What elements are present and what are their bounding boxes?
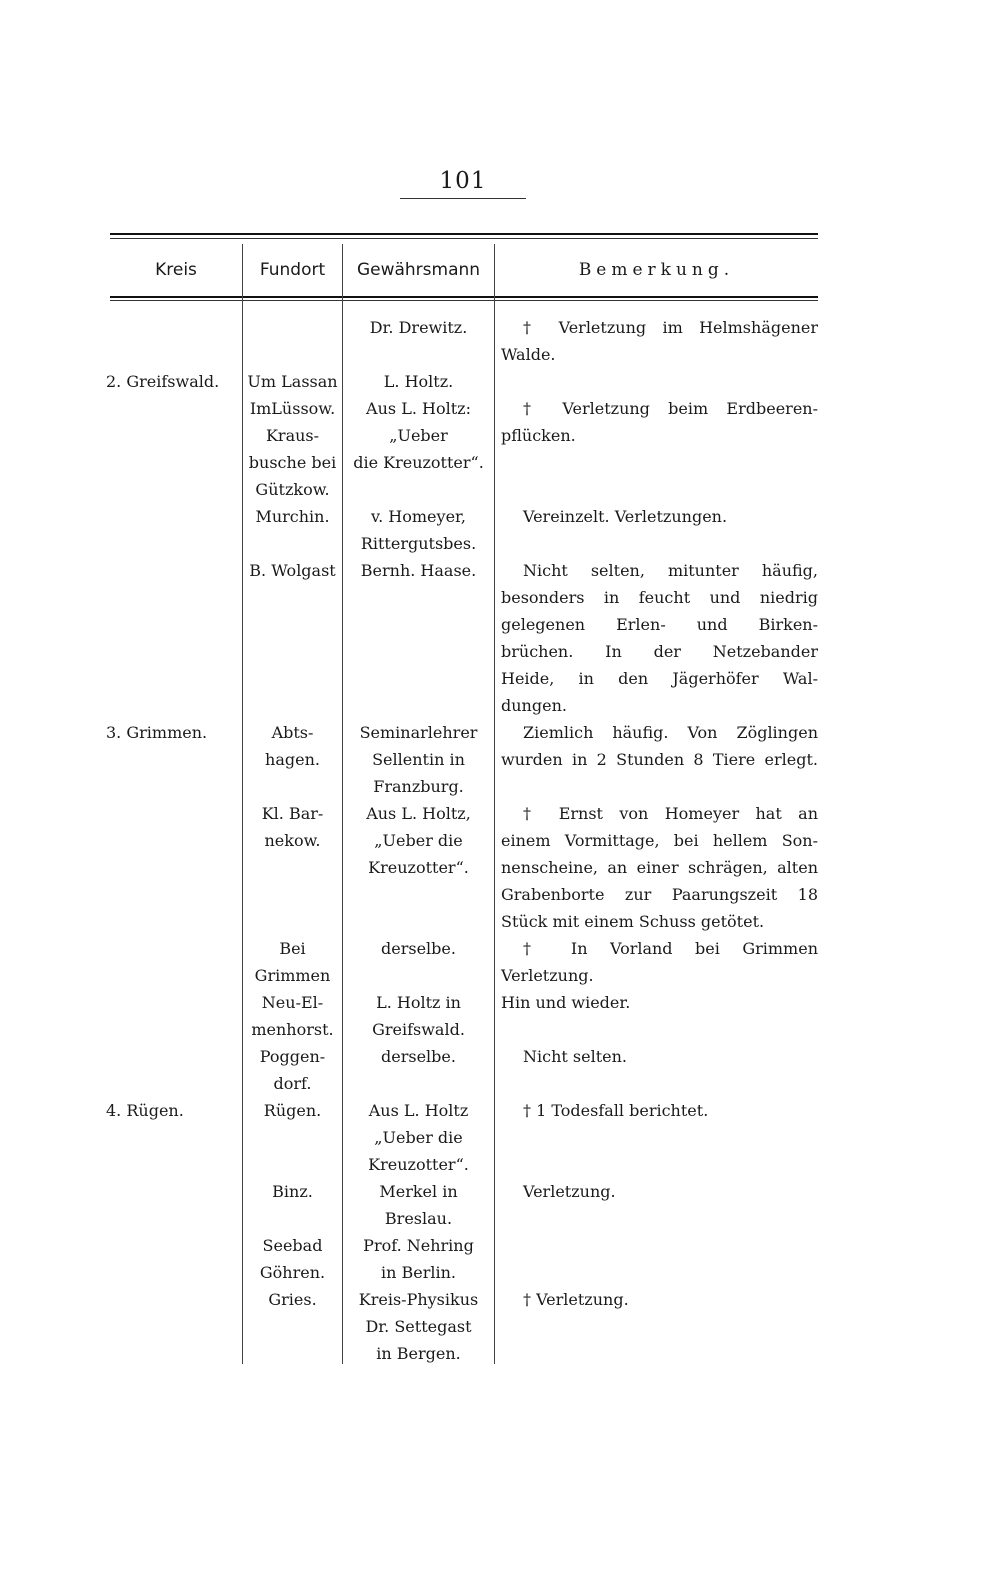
cell-fundort: Um Lassan <box>247 372 338 391</box>
cell-bemerkung: dungen. <box>501 696 567 715</box>
table-row <box>0 962 1000 989</box>
cell-bemerkung: wurden in 2 Stunden 8 Tiere erlegt. <box>501 750 818 769</box>
cell-gewahrsmann: L. Holtz in <box>376 993 461 1012</box>
cell-fundort <box>242 1151 343 1178</box>
cell-gewahrsmann: „Ueber <box>389 426 448 445</box>
cell-gewahrsmann <box>343 341 494 368</box>
cell-kreis: 2. Greifswald. <box>106 372 220 391</box>
cell-bemerkung: Nicht selten. <box>523 1047 627 1066</box>
cell-kreis <box>106 449 242 476</box>
cell-gewahrsmann <box>343 692 494 719</box>
table-row <box>0 1151 1000 1178</box>
cell-bemerkung: nenscheine, an einer schrägen, alten <box>501 858 818 877</box>
cell-bemerkung <box>501 449 818 476</box>
cell-bemerkung <box>501 1016 818 1043</box>
table-row <box>0 449 1000 476</box>
table-row <box>0 773 1000 800</box>
cell-bemerkung: Verletzung. <box>501 966 594 985</box>
cell-fundort <box>242 908 343 935</box>
cell-fundort: Seebad <box>262 1236 323 1255</box>
cell-gewahrsmann: Greifswald. <box>372 1020 465 1039</box>
table-row <box>0 827 1000 854</box>
table-top-rule-thin <box>110 238 818 239</box>
cell-gewahrsmann: „Ueber die <box>374 831 463 850</box>
cell-fundort: Abts- <box>271 723 314 742</box>
cell-fundort: nekow. <box>264 831 321 850</box>
page-number: 101 <box>439 168 487 194</box>
cell-kreis <box>106 1313 242 1340</box>
cell-kreis <box>106 908 242 935</box>
table-row <box>0 395 1000 422</box>
cell-kreis <box>106 611 242 638</box>
table-row <box>0 1097 1000 1124</box>
table-row <box>0 1178 1000 1205</box>
page-number-rule <box>400 198 526 199</box>
cell-kreis <box>106 395 242 422</box>
cell-fundort <box>242 584 343 611</box>
table-row <box>0 341 1000 368</box>
cell-bemerkung <box>501 1313 818 1340</box>
cell-kreis <box>106 665 242 692</box>
cell-kreis <box>106 962 242 989</box>
cell-fundort: Kraus- <box>265 426 320 445</box>
cell-fundort: Bei <box>279 939 306 958</box>
cell-gewahrsmann <box>343 584 494 611</box>
cell-bemerkung: Heide, in den Jägerhöfer Wal- <box>501 669 818 688</box>
cell-kreis <box>106 341 242 368</box>
cell-bemerkung <box>501 476 818 503</box>
table-row <box>0 1124 1000 1151</box>
cell-fundort: Poggen- <box>259 1047 326 1066</box>
cell-kreis <box>106 1124 242 1151</box>
cell-bemerkung: Vereinzelt. Verletzungen. <box>523 507 728 526</box>
cell-bemerkung <box>501 1259 818 1286</box>
cell-kreis <box>106 638 242 665</box>
cell-kreis <box>106 989 242 1016</box>
cell-bemerkung: Ziemlich häufig. Von Zöglingen <box>523 723 818 742</box>
cell-fundort <box>242 773 343 800</box>
cell-fundort: Göhren. <box>259 1263 326 1282</box>
cell-kreis <box>106 476 242 503</box>
table-row <box>0 422 1000 449</box>
cell-bemerkung: Stück mit einem Schuss getötet. <box>501 912 765 931</box>
cell-fundort <box>242 1340 343 1367</box>
cell-fundort <box>242 638 343 665</box>
table-row <box>0 557 1000 584</box>
cell-gewahrsmann: die Kreuzotter“. <box>353 453 484 472</box>
cell-fundort: Gützkow. <box>255 480 330 499</box>
cell-gewahrsmann <box>343 1070 494 1097</box>
cell-kreis <box>106 530 242 557</box>
cell-fundort <box>242 692 343 719</box>
cell-bemerkung: einem Vormittage, bei hellem Son- <box>501 831 818 850</box>
header-bemerkung: Bemerkung. <box>578 260 735 280</box>
cell-bemerkung: Grabenborte zur Paarungszeit 18 <box>501 885 818 904</box>
cell-bemerkung: † In Vorland bei Grimmen <box>523 939 818 958</box>
cell-kreis <box>106 314 242 341</box>
table-row <box>0 1070 1000 1097</box>
table-row <box>0 1016 1000 1043</box>
cell-kreis <box>106 557 242 584</box>
cell-fundort <box>242 854 343 881</box>
cell-gewahrsmann <box>343 962 494 989</box>
cell-gewahrsmann: Rittergutsbes. <box>360 534 477 553</box>
cell-bemerkung: Verletzung. <box>523 1182 616 1201</box>
cell-bemerkung <box>501 1232 818 1259</box>
cell-bemerkung: gelegenen Erlen- und Birken- <box>501 615 818 634</box>
table-row <box>0 1232 1000 1259</box>
cell-kreis <box>106 773 242 800</box>
cell-fundort <box>242 341 343 368</box>
cell-kreis <box>106 1178 242 1205</box>
cell-gewahrsmann: L. Holtz. <box>383 372 454 391</box>
cell-fundort <box>242 611 343 638</box>
table-row <box>0 611 1000 638</box>
table-row <box>0 692 1000 719</box>
table-row <box>0 908 1000 935</box>
table-top-rule <box>110 233 818 235</box>
cell-kreis <box>106 935 242 962</box>
cell-fundort: Neu-El- <box>261 993 324 1012</box>
header-kreis: Kreis <box>155 260 197 280</box>
cell-fundort: menhorst. <box>251 1020 334 1039</box>
cell-fundort <box>242 1313 343 1340</box>
table-row <box>0 746 1000 773</box>
cell-gewahrsmann: Dr. Drewitz. <box>369 318 468 337</box>
cell-bemerkung: pflücken. <box>501 426 576 445</box>
cell-bemerkung: Nicht selten, mitunter häufig, <box>523 561 818 580</box>
cell-fundort: ImLüssow. <box>249 399 336 418</box>
cell-gewahrsmann: Bernh. Haase. <box>360 561 477 580</box>
cell-gewahrsmann <box>343 476 494 503</box>
table-row <box>0 1340 1000 1367</box>
cell-gewahrsmann: Kreis-Physikus <box>358 1290 479 1309</box>
cell-kreis <box>106 854 242 881</box>
cell-gewahrsmann: Seminarlehrer <box>359 723 478 742</box>
cell-kreis <box>106 1232 242 1259</box>
table-row <box>0 1043 1000 1070</box>
table-row <box>0 638 1000 665</box>
cell-gewahrsmann: Aus L. Holtz: <box>366 399 471 418</box>
cell-kreis <box>106 746 242 773</box>
cell-gewahrsmann: Prof. Nehring <box>363 1236 474 1255</box>
header-fundort: Fundort <box>259 260 326 280</box>
table-row <box>0 935 1000 962</box>
cell-fundort: Binz. <box>272 1182 313 1201</box>
cell-gewahrsmann <box>343 665 494 692</box>
cell-fundort: hagen. <box>265 750 320 769</box>
table-row <box>0 989 1000 1016</box>
cell-kreis: 3. Grimmen. <box>106 723 208 742</box>
cell-bemerkung <box>501 1070 818 1097</box>
cell-gewahrsmann: in Bergen. <box>376 1344 461 1363</box>
cell-gewahrsmann: Aus L. Holtz, <box>366 804 471 823</box>
cell-gewahrsmann: derselbe. <box>381 939 456 958</box>
cell-bemerkung: besonders in feucht und niedrig <box>501 588 818 607</box>
cell-bemerkung <box>501 1124 818 1151</box>
cell-bemerkung: † Verletzung im Helmshägener <box>523 318 818 337</box>
table-body <box>0 314 1000 1367</box>
table-row <box>0 665 1000 692</box>
header-gewahrsmann: Gewährsmann <box>356 260 481 280</box>
cell-kreis <box>106 422 242 449</box>
table-row <box>0 1286 1000 1313</box>
cell-kreis <box>106 1205 242 1232</box>
cell-gewahrsmann: Dr. Settegast <box>365 1317 472 1336</box>
header-bottom-rule-thin <box>110 300 818 301</box>
cell-gewahrsmann <box>343 638 494 665</box>
cell-bemerkung: † Verletzung. <box>523 1290 629 1309</box>
table-row <box>0 1205 1000 1232</box>
cell-kreis: 4. Rügen. <box>106 1101 184 1120</box>
header-bottom-rule <box>110 296 818 298</box>
cell-fundort: Gries. <box>268 1290 317 1309</box>
cell-fundort: Rügen. <box>263 1101 322 1120</box>
cell-bemerkung: Walde. <box>501 345 556 364</box>
cell-bemerkung: † Verletzung beim Erdbeeren- <box>523 399 818 418</box>
cell-bemerkung: † 1 Todesfall berichtet. <box>523 1101 709 1120</box>
cell-fundort: Murchin. <box>255 507 330 526</box>
cell-bemerkung <box>501 530 818 557</box>
cell-gewahrsmann: Breslau. <box>384 1209 453 1228</box>
table-row <box>0 1259 1000 1286</box>
cell-kreis <box>106 1043 242 1070</box>
table-row <box>0 854 1000 881</box>
cell-gewahrsmann: in Berlin. <box>380 1263 456 1282</box>
cell-bemerkung <box>501 1151 818 1178</box>
table-row <box>0 530 1000 557</box>
cell-bemerkung <box>501 1340 818 1367</box>
cell-bemerkung: † Ernst von Homeyer hat an <box>523 804 818 823</box>
cell-fundort <box>242 1205 343 1232</box>
cell-fundort: B. Wolgast <box>249 561 336 580</box>
table-row <box>0 476 1000 503</box>
cell-fundort: Grimmen <box>254 966 331 985</box>
cell-fundort: busche bei <box>248 453 337 472</box>
cell-kreis <box>106 827 242 854</box>
table-row <box>0 719 1000 746</box>
cell-fundort: dorf. <box>273 1074 312 1093</box>
table-row <box>0 368 1000 395</box>
cell-gewahrsmann: Kreuzotter“. <box>368 1155 469 1174</box>
cell-gewahrsmann <box>343 611 494 638</box>
cell-gewahrsmann: Sellentin in <box>372 750 465 769</box>
cell-fundort: Kl. Bar- <box>261 804 324 823</box>
cell-kreis <box>106 584 242 611</box>
cell-fundort <box>242 314 343 341</box>
cell-fundort <box>242 881 343 908</box>
table-row <box>0 881 1000 908</box>
cell-kreis <box>106 692 242 719</box>
cell-kreis <box>106 1286 242 1313</box>
cell-gewahrsmann <box>343 881 494 908</box>
table-row <box>0 800 1000 827</box>
cell-bemerkung: brüchen. In der Netzebander <box>501 642 818 661</box>
cell-gewahrsmann: Franzburg. <box>373 777 464 796</box>
cell-gewahrsmann: v. Homeyer, <box>370 507 467 526</box>
cell-kreis <box>106 503 242 530</box>
cell-gewahrsmann: derselbe. <box>381 1047 456 1066</box>
cell-kreis <box>106 881 242 908</box>
cell-kreis <box>106 1340 242 1367</box>
cell-bemerkung <box>501 1205 818 1232</box>
cell-kreis <box>106 1259 242 1286</box>
table-row <box>0 314 1000 341</box>
cell-bemerkung <box>501 773 818 800</box>
cell-gewahrsmann: „Ueber die <box>374 1128 463 1147</box>
cell-gewahrsmann: Merkel in <box>379 1182 458 1201</box>
cell-bemerkung: Hin und wieder. <box>501 993 631 1012</box>
cell-fundort <box>242 530 343 557</box>
cell-bemerkung <box>501 368 818 395</box>
cell-gewahrsmann <box>343 908 494 935</box>
cell-gewahrsmann: Kreuzotter“. <box>368 858 469 877</box>
cell-kreis <box>106 1016 242 1043</box>
cell-kreis <box>106 800 242 827</box>
table-row <box>0 1313 1000 1340</box>
cell-fundort <box>242 1124 343 1151</box>
cell-kreis <box>106 1070 242 1097</box>
table-row <box>0 584 1000 611</box>
cell-gewahrsmann: Aus L. Holtz <box>368 1101 469 1120</box>
cell-kreis <box>106 1151 242 1178</box>
table-row <box>0 503 1000 530</box>
cell-fundort <box>242 665 343 692</box>
